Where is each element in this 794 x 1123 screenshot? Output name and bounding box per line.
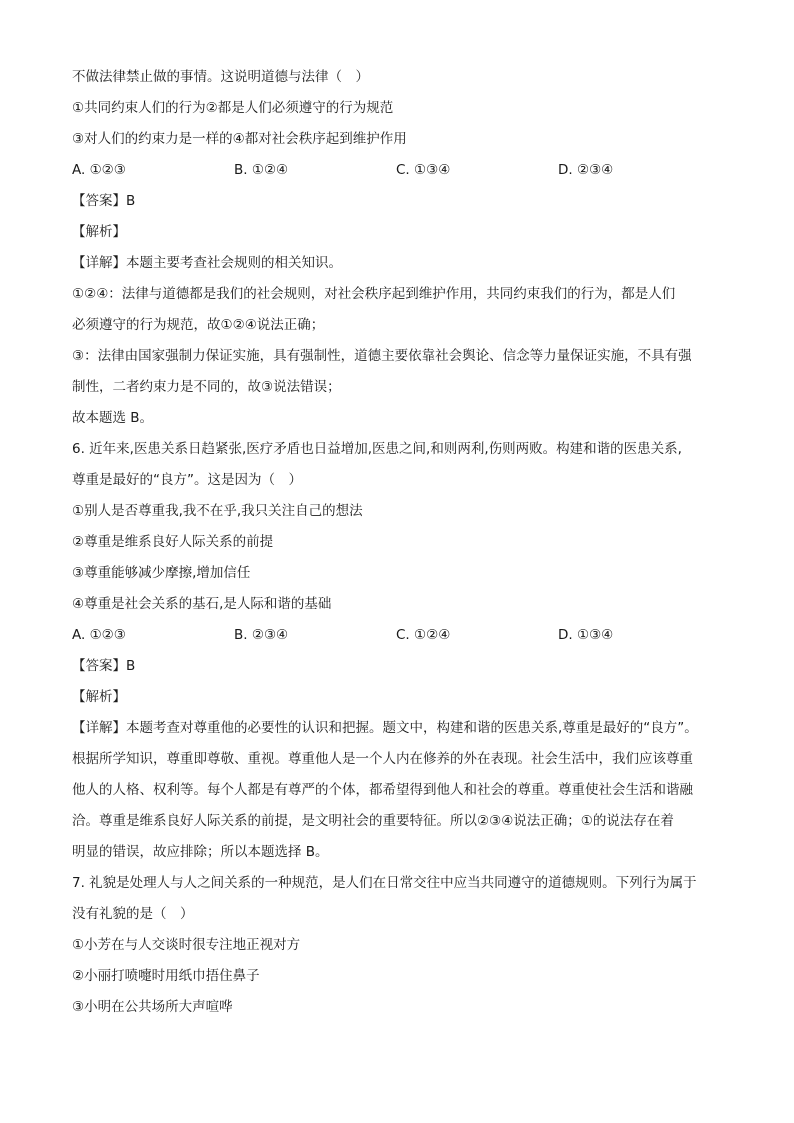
q6-analysis-heading: 【解析】 — [72, 689, 126, 705]
q7-stem-line: 7. 礼貌是处理人与人之间关系的一种规范，是人们在日常交往中应当共同遵守的道德规则。下列行为属于 — [72, 875, 697, 891]
q5-analysis-heading: 【解析】 — [72, 224, 126, 240]
q6-detail-line: 洽。尊重是维系良好人际关系的前提，是文明社会的重要特征。所以②③④说法正确；①的说法存在着 — [72, 813, 674, 829]
q5-detail-line: ③：法律由国家强制力保证实施，具有强制性，道德主要依靠社会舆论、信念等力量保证实施，不具有强 — [72, 348, 692, 364]
q5-option-c: C. ①③④ — [396, 162, 451, 178]
q6-option-b: B. ②③④ — [234, 627, 289, 643]
q5-detail-line: 故本题选 B。 — [72, 410, 154, 426]
q6-detail-line: 根据所学知识，尊重即尊敬、重视。尊重他人是一个人内在修养的外在表现。社会生活中，我们应该尊重 — [72, 751, 693, 767]
q6-option-d: D. ①③④ — [558, 627, 614, 643]
q5-option-d: D. ②③④ — [558, 162, 614, 178]
q7-statement-1: ①小芳在与人交谈时很专注地正视对方 — [72, 937, 301, 953]
q6-option-a: A. ①②③ — [72, 627, 126, 643]
q5-detail-line: 必须遵守的行为规范，故①②④说法正确； — [72, 317, 325, 333]
q5-statement-1: ①共同约束人们的行为②都是人们必须遵守的行为规范 — [72, 100, 394, 116]
q6-detail-line: 【详解】本题考查对尊重他的必要性的认识和把握。题文中，构建和谐的医患关系,尊重是最好的“良方”。 — [72, 720, 698, 736]
q6-stem-line: 尊重是最好的“良方”。这是因为（ ） — [72, 472, 302, 488]
q5-statement-2: ③对人们的约束力是一样的④都对社会秩序起到维护作用 — [72, 131, 407, 147]
document-page — [72, 62, 722, 1023]
q6-statement-4: ④尊重是社会关系的基石,是人际和谐的基础 — [72, 596, 332, 612]
q5-answer: 【答案】B — [72, 193, 136, 209]
q5-stem: 不做法律禁止做的事情。这说明道德与法律（ ） — [72, 69, 369, 85]
q6-statement-2: ②尊重是维系良好人际关系的前提 — [72, 534, 274, 550]
q7-statement-3: ③小明在公共场所大声喧哗 — [72, 999, 233, 1015]
q6-options — [72, 620, 722, 651]
q6-stem-line: 6. 近年来,医患关系日趋紧张,医疗矛盾也日益增加,医患之间,和则两利,伤则两败。构建和谐的医患关系, — [72, 441, 682, 457]
q5-option-b: B. ①②④ — [234, 162, 289, 178]
q7-stem-line: 没有礼貌的是（ ） — [72, 906, 194, 922]
q7-statement-2: ②小丽打喷嚏时用纸巾捂住鼻子 — [72, 968, 260, 984]
q6-statement-3: ③尊重能够减少摩擦,增加信任 — [72, 565, 251, 581]
q5-detail-line: ①②④：法律与道德都是我们的社会规则，对社会秩序起到维护作用，共同约束我们的行为，都是人们 — [72, 286, 676, 302]
q5-options — [72, 155, 722, 186]
q6-answer: 【答案】B — [72, 658, 136, 674]
q6-detail-line: 他人的人格、权利等。每个人都是有尊严的个体，都希望得到他人和社会的尊重。尊重使社会生活和谐融 — [72, 782, 693, 798]
q6-statement-1: ①别人是否尊重我,我不在乎,我只关注自己的想法 — [72, 503, 363, 519]
q5-option-a: A. ①②③ — [72, 162, 126, 178]
q6-detail-line: 明显的错误，故应排除；所以本题选择 B。 — [72, 844, 329, 860]
q5-detail-line: 【详解】本题主要考查社会规则的相关知识。 — [72, 255, 342, 271]
q6-option-c: C. ①②④ — [396, 627, 451, 643]
q5-detail-line: 制性，二者约束力是不同的，故③说法错误； — [72, 379, 341, 395]
